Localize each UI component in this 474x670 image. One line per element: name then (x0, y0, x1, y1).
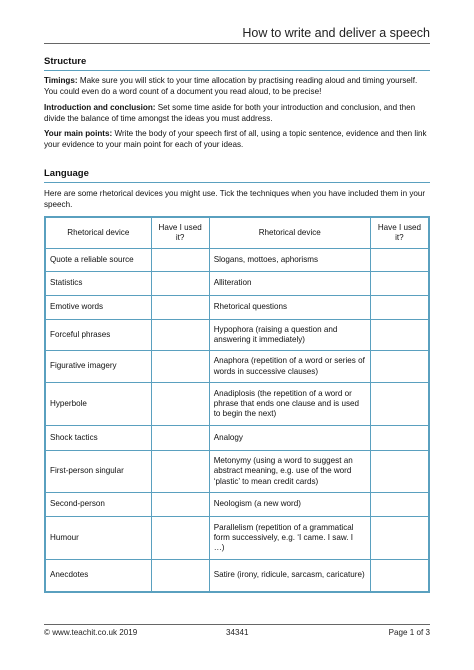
tick-box[interactable] (370, 383, 429, 426)
tick-box[interactable] (151, 351, 209, 383)
device-right: Parallelism (repetition of a grammatical form successively, e.g. ‘I came. I saw. I …) (209, 517, 370, 560)
table-row (45, 249, 429, 272)
device-right: Anadiplosis (the repetition of a word or phrase that ends one clause and is used to begin the next) (209, 383, 370, 426)
table-row (45, 451, 429, 493)
device-right: Anaphora (repetition of a word or series of words in successive clauses) (209, 351, 370, 383)
device-right: Rhetorical questions (209, 296, 370, 320)
tick-box[interactable] (151, 383, 209, 426)
tick-box[interactable] (151, 320, 209, 351)
tick-box[interactable] (370, 493, 429, 517)
device-right: Slogans, mottoes, aphorisms (209, 249, 370, 272)
device-right: Alliteration (209, 272, 370, 296)
title-rule (44, 43, 430, 44)
table-row (45, 517, 429, 560)
table-row (45, 296, 429, 320)
tick-box[interactable] (370, 451, 429, 493)
device-left: Hyperbole (45, 383, 151, 426)
device-right: Metonymy (using a word to suggest an abstract meaning, e.g. use of the word ‘plastic’ to mean credit cards) (209, 451, 370, 493)
device-left: Second-person (45, 493, 151, 517)
language-intro: Here are some rhetorical devices you might use. Tick the techniques when you have included them in your speech. (44, 189, 426, 209)
header-used-right: Have I used it? (370, 217, 429, 249)
device-left: Figurative imagery (45, 351, 151, 383)
structure-heading: Structure (44, 56, 430, 71)
tick-box[interactable] (370, 272, 429, 296)
table-row (45, 272, 429, 296)
tick-box[interactable] (370, 351, 429, 383)
device-left: Humour (45, 517, 151, 560)
tick-box[interactable] (151, 493, 209, 517)
tick-box[interactable] (370, 249, 429, 272)
tick-box[interactable] (370, 296, 429, 320)
device-left: Anecdotes (45, 560, 151, 592)
device-left: Forceful phrases (45, 320, 151, 351)
main-points-text: Write the body of your speech first of all, using a topic sentence, evidence and then link your evidence to your main point for each of your ideas. (44, 129, 427, 149)
device-right: Hypophora (raising a question and answering it immediately) (209, 320, 370, 351)
document-title: How to write and deliver a speech (242, 26, 430, 40)
header-device-right: Rhetorical device (209, 217, 370, 249)
timings-paragraph (44, 76, 430, 97)
table-header-row (45, 217, 429, 249)
device-left: Shock tactics (45, 426, 151, 451)
tick-box[interactable] (151, 426, 209, 451)
rhetorical-devices-table (44, 216, 430, 593)
intro-conclusion-paragraph (44, 103, 430, 124)
tick-box[interactable] (370, 560, 429, 592)
intro-text: Set some time aside for both your introduction and conclusion, and then divide the balance of time amongst the ideas you must address. (44, 103, 416, 123)
device-left: Quote a reliable source (45, 249, 151, 272)
table-row (45, 560, 429, 592)
tick-box[interactable] (151, 272, 209, 296)
intro-label: Introduction and conclusion: (44, 103, 156, 112)
device-right: Satire (irony, ridicule, sarcasm, caricature) (209, 560, 370, 592)
tick-box[interactable] (370, 426, 429, 451)
table-row (45, 426, 429, 451)
tick-box[interactable] (151, 296, 209, 320)
footer-code: 34341 (226, 628, 249, 637)
footer-copyright: © www.teachit.co.uk 2019 (44, 628, 138, 637)
tick-box[interactable] (151, 451, 209, 493)
device-left: First-person singular (45, 451, 151, 493)
tick-box[interactable] (151, 249, 209, 272)
table-row (45, 493, 429, 517)
main-points-label: Your main points: (44, 129, 113, 138)
tick-box[interactable] (151, 517, 209, 560)
timings-label: Timings: (44, 76, 78, 85)
table-row (45, 320, 429, 351)
tick-box[interactable] (370, 320, 429, 351)
main-points-paragraph (44, 129, 430, 150)
device-left: Emotive words (45, 296, 151, 320)
table-row (45, 383, 429, 426)
timings-text: Make sure you will stick to your time allocation by practising reading aloud and timing yourself. You could even do a word count of a document you read aloud, to be precise! (44, 76, 418, 96)
footer-page-number: Page 1 of 3 (388, 628, 430, 637)
header-device-left: Rhetorical device (45, 217, 151, 249)
device-right: Analogy (209, 426, 370, 451)
header-used-left: Have I used it? (151, 217, 209, 249)
device-left: Statistics (45, 272, 151, 296)
device-right: Neologism (a new word) (209, 493, 370, 517)
tick-box[interactable] (151, 560, 209, 592)
language-heading: Language (44, 168, 430, 183)
tick-box[interactable] (370, 517, 429, 560)
table-row (45, 351, 429, 383)
footer-rule (44, 624, 430, 625)
